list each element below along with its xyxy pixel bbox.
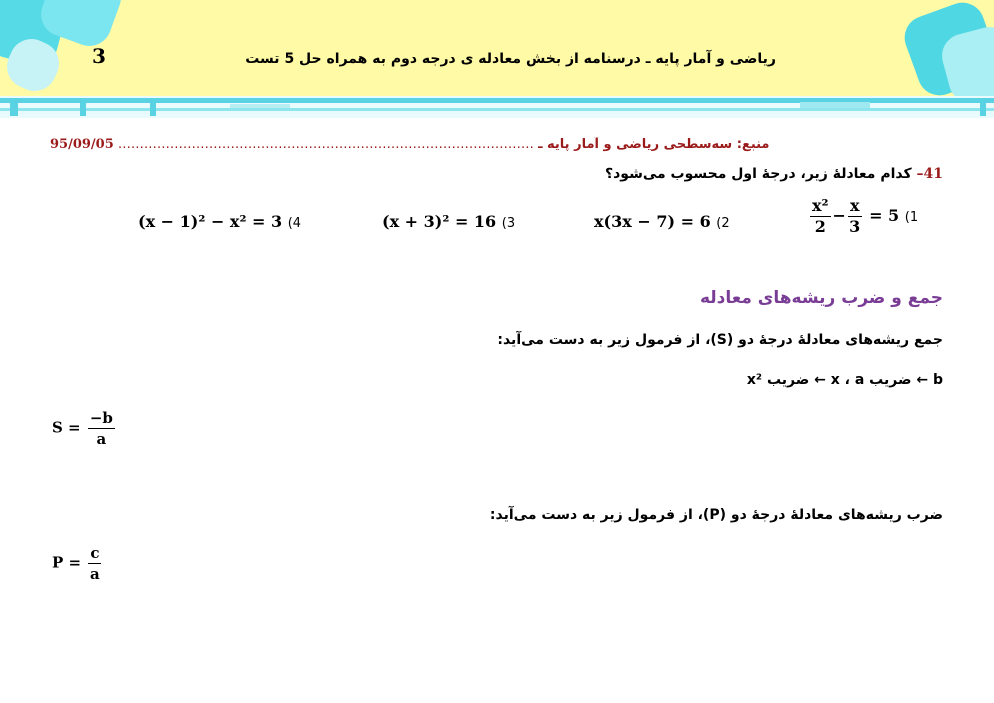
dotted-leader: …………………………………………………………………………………… — [117, 137, 534, 152]
option-1: $\frac{\text{x²}}{2}$ − $\frac{x}{3}$ = 5 (1 — [812, 196, 919, 236]
source-line — [50, 137, 943, 152]
fraction — [810, 196, 831, 237]
option-number: (3 — [501, 216, 516, 231]
option-number: (1 — [904, 210, 919, 225]
option-number: (4 — [287, 216, 302, 231]
question-number: 41– — [916, 166, 943, 182]
product-formula — [52, 543, 103, 584]
question-text: کدام معادلهٔ زیر، درجهٔ اول محسوب می‌شود؟ — [605, 166, 912, 182]
decor-stripe — [10, 102, 18, 116]
decor-stripe — [980, 100, 986, 116]
sum-description: جمع ریشه‌های معادلهٔ درجهٔ دو (S)، از فرمول زیر به دست می‌آید: — [497, 332, 943, 348]
decor-stripe — [80, 102, 86, 116]
option-number: (2 — [716, 216, 730, 231]
decor-stripe — [230, 104, 290, 108]
page-title: ریاضی و آمار پایه ـ درسنامه از بخش معادله ی درجه دوم به همراه حل 5 تست — [245, 51, 776, 67]
fraction — [88, 543, 101, 584]
source-label: منبع: سه‌سطحی ریاضی و آمار پایه ـ — [538, 137, 770, 152]
fraction-denominator: a — [96, 430, 107, 448]
product-description: ضرب ریشه‌های معادلهٔ درجهٔ دو (P)، از فرمول زیر به دست می‌آید: — [489, 507, 943, 523]
fraction-denominator: 3 — [849, 217, 861, 236]
fraction-denominator: 2 — [814, 217, 826, 236]
fraction-numerator: c — [90, 544, 100, 562]
formula-lhs: P = — [52, 553, 82, 572]
page-header — [0, 0, 994, 118]
source-date: 95/09/05 — [50, 137, 114, 152]
option-rhs: = 5 — [869, 206, 900, 225]
coefficient-line: b ← ضریب x ، a ← ضریب x² — [746, 372, 943, 388]
decor-stripe — [800, 102, 870, 108]
option-expression: (x + 3)² = 16 — [382, 212, 497, 231]
option-expression: x(3x − 7) = 6 — [594, 212, 711, 231]
option-3 — [382, 212, 515, 231]
fraction — [848, 196, 862, 237]
sum-formula — [52, 408, 117, 449]
fraction-numerator: −b — [89, 409, 113, 427]
decor-stripe — [150, 102, 156, 116]
section-heading: جمع و ضرب ریشه‌های معادله — [699, 288, 943, 308]
fraction-numerator: x — [849, 196, 860, 215]
fraction-denominator: a — [90, 565, 100, 583]
option-expression: (x − 1)² − x² = 3 — [138, 212, 283, 231]
option-2 — [594, 212, 730, 231]
fraction-numerator: x² — [812, 196, 829, 215]
formula-lhs: S = — [52, 418, 81, 437]
page-number: 3 — [92, 44, 106, 68]
option-4 — [138, 212, 301, 231]
fraction — [88, 408, 115, 449]
question-line — [605, 166, 943, 182]
